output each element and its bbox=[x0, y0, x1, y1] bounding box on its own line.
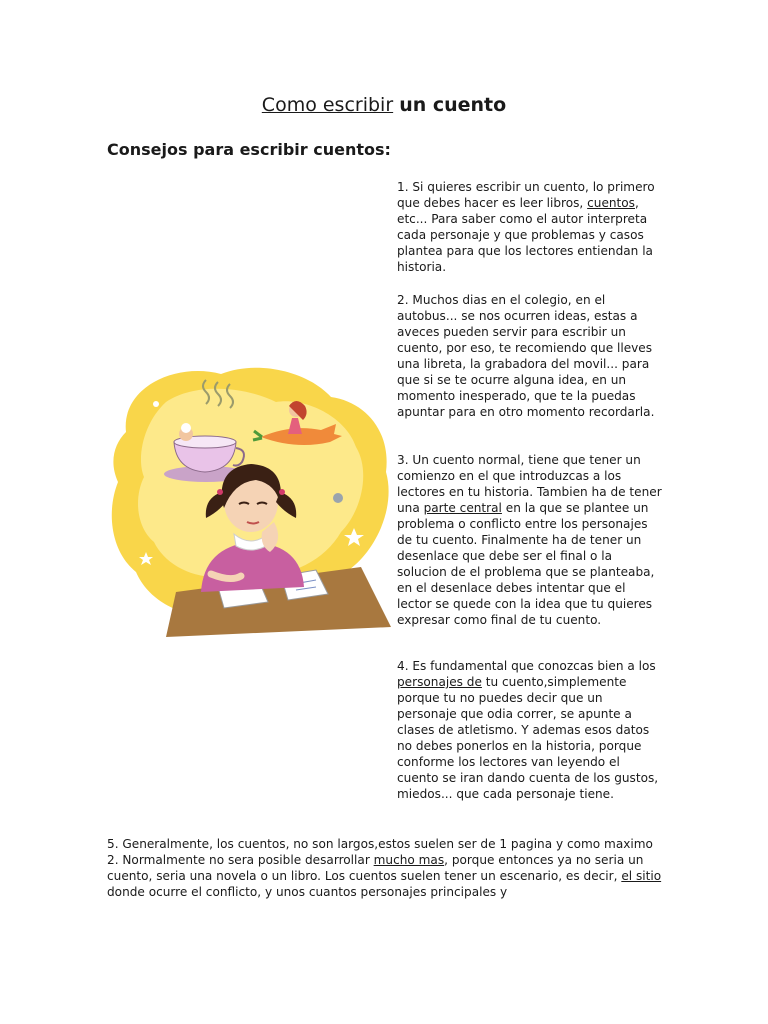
section-heading: Consejos para escribir cuentos: bbox=[107, 140, 391, 159]
paragraph-1-text: 1. Si quieres escribir un cuento, lo primero que debes hacer es leer libros, bbox=[397, 180, 655, 210]
girl-daydreaming-illustration bbox=[106, 362, 396, 642]
paragraph-4-text: 4. Es fundamental que conozcas bien a los bbox=[397, 659, 656, 673]
paragraph-2: 2. Muchos dias en el colegio, en el autobus... se nos ocurren ideas, estas a aveces pueden servir para escribir un cuento, por eso, te recomiendo que lleves una libreta, la grabadora del movil... para que si se te ocurre alguna idea, en un momento inesperado, que te la puedas apuntar para en otro momento recordarla. bbox=[397, 293, 655, 419]
paragraph-1 bbox=[397, 179, 663, 275]
title-part-1: Como escribir bbox=[261, 94, 394, 116]
paragraph-3 bbox=[397, 452, 663, 628]
link-mucho-mas[interactable]: mucho mas bbox=[373, 853, 445, 867]
paragraph-4 bbox=[397, 658, 663, 802]
title-part-2: un cuento bbox=[399, 94, 507, 116]
link-parte-central[interactable]: parte central bbox=[423, 501, 502, 515]
link-el-sitio[interactable]: el sitio bbox=[621, 869, 662, 883]
link-cuentos[interactable]: cuentos bbox=[587, 196, 635, 210]
paragraph-3-text-end: en la que se plantee un problema o conflicto entre los personajes de tu cuento. Finalmente ha de tener un desenlace que debe ser el final o la solucion de el problema que se planteaba, en el desenlace debes intentar que el lector se quede con la idea que tu quieres expresar como final de tu cuento. bbox=[397, 501, 655, 627]
paragraph-3-text: 3. Un cuento normal, tiene que tener un comienzo en el que introduzcas a los lectores en tu historia. Tambien ha de tener una bbox=[397, 453, 662, 515]
paragraph-5-text-mid: , porque entonces ya no seria un cuento, seria una novela o un libro. Los cuentos suelen tener un escenario, es decir, bbox=[107, 853, 644, 883]
page-title bbox=[0, 92, 768, 118]
paragraph-5-text: 5. Generalmente, los cuentos, no son largos,estos suelen ser de 1 pagina y como maximo 2. Normalmente no sera posible desarrollar bbox=[107, 837, 653, 867]
paragraph-4-text-end: tu cuento,simplemente porque tu no puedes decir que un personaje que odia correr, se apunte a clases de atletismo. Y ademas esos datos no debes ponerlos en la historia, porque conforme los lectores van leyendo el cuento se iran dando cuenta de los gustos, miedos... que cada personaje tiene. bbox=[397, 675, 659, 801]
paragraph-5-text-end: donde ocurre el conflicto, y unos cuantos personajes principales y bbox=[107, 885, 508, 899]
paragraph-1-text-end: , etc... Para saber como el autor interpreta cada personaje y que problemas y casos plantea para que los lectores entiendan la historia. bbox=[397, 196, 653, 274]
link-personajes[interactable]: personajes de bbox=[397, 675, 482, 689]
paragraph-5 bbox=[107, 836, 667, 900]
